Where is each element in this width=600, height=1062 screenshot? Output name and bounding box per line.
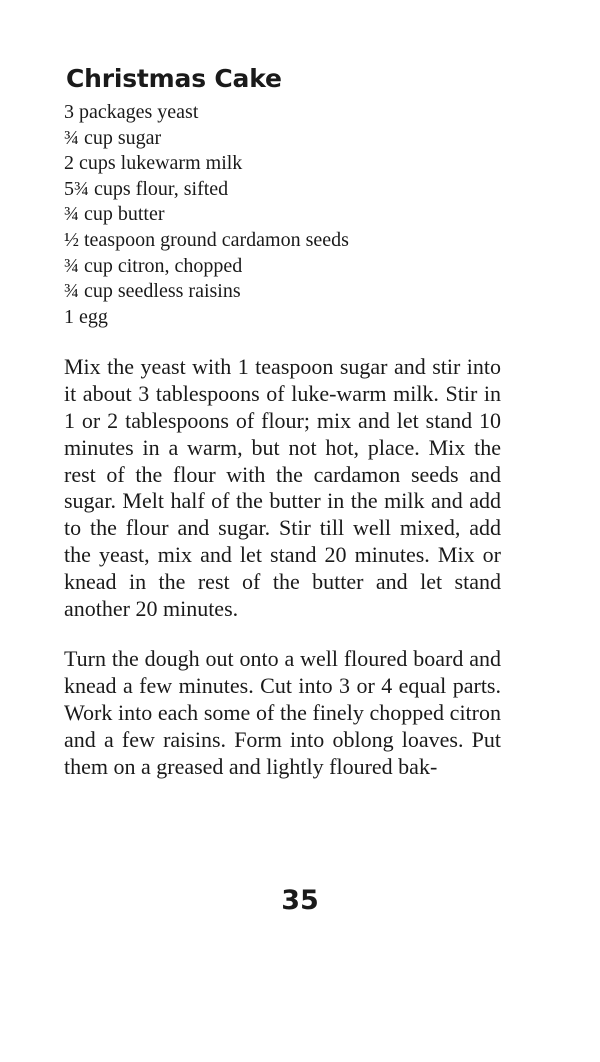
ingredient-item: ¾ cup sugar [64,126,162,149]
ingredient-item: 3 packages yeast [64,101,199,123]
ingredient-item: 5¾ cups flour, sifted [64,177,229,200]
ingredient-item: ½ teaspoon ground cardamon seeds [64,228,349,251]
page-number: 35 [281,885,319,916]
instructions-paragraph: Turn the dough out onto a well floured board and knead a few minutes. Cut into 3 or 4 equal parts. Work into each some of the finely chopped citron and a few raisins. Form into oblong loaves. Put them on a greased and lightly floured bak- [64,646,501,779]
ingredient-list [64,100,501,330]
ingredient-item: 1 egg [64,305,108,328]
ingredient-item: ¾ cup butter [64,203,165,226]
recipe-page [64,62,501,780]
ingredient-item: ¾ cup citron, chopped [64,254,243,277]
ingredient-item: ¾ cup seedless raisins [64,280,241,303]
instructions-paragraph: Mix the yeast with 1 teaspoon sugar and stir into it about 3 tablespoons of luke-warm milk. Stir in 1 or 2 tablespoons of flour; mix and let stand 10 minutes in a warm, but not hot, place. Mix the rest of the flour with the cardamon seeds and sugar. Melt half of the butter in the milk and add to the flour and sugar. Stir till well mixed, add the yeast, mix and let stand 20 minutes. Mix or knead in the rest of the butter and let stand another 20 minutes. [64,354,501,621]
ingredient-item: 2 cups lukewarm milk [64,152,243,175]
recipe-title: Christmas Cake [66,64,282,93]
